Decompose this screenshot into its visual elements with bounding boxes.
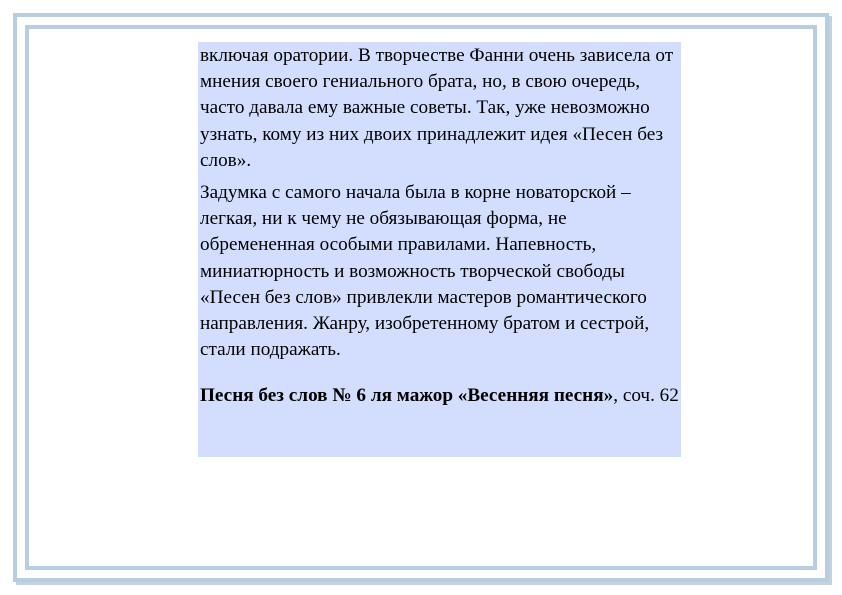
piece-title: Песня без слов № 6 ля мажор «Весенняя песня» xyxy=(200,385,614,407)
paragraph-1: включая оратории. В творчестве Фанни очень зависела от мнения своего гениального брата, но, в свою очередь, часто давала ему важные советы. Так, уже невозможно узнать, кому из них двоих принадлежит идея «Песен без слов». xyxy=(200,45,674,171)
piece-caption xyxy=(200,383,679,409)
paragraph-2: Задумка с самого начала была в корне новаторской – легкая, ни к чему не обязывающая форма, не обремененная особыми правилами. Напевность, миниатюрность и возможность творческой свободы «Песен без слов» привлекли мастеров романтического направления. Жанру, изобретенному братом и сестрой, стали подражать. xyxy=(200,182,650,361)
text-block xyxy=(198,42,681,457)
piece-opus: , соч. 62 xyxy=(613,385,679,407)
